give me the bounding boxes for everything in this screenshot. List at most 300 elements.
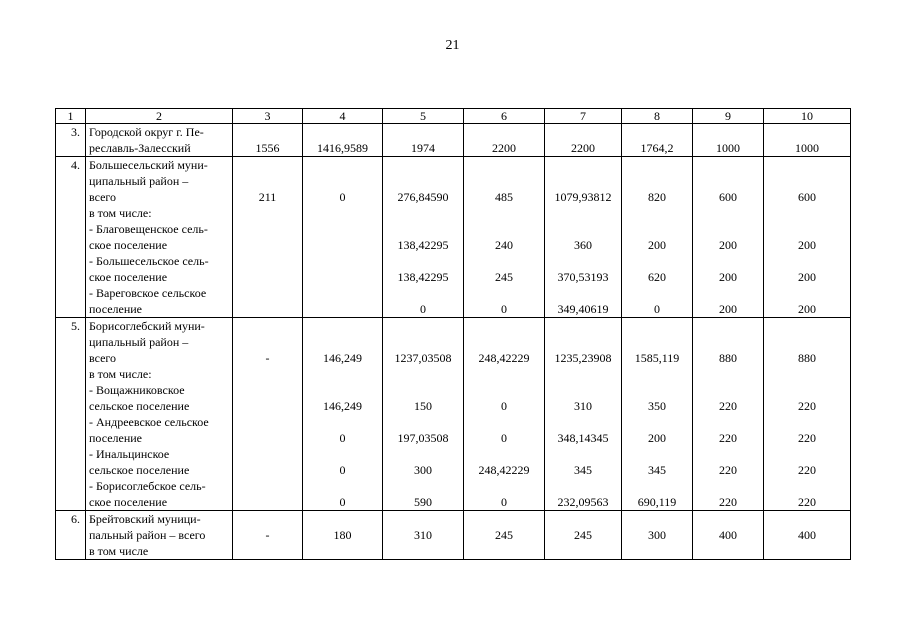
municipality-name-cell	[86, 124, 233, 157]
value-line	[464, 382, 544, 398]
name-line: Городской округ г. Пе-	[89, 125, 204, 139]
value-line	[545, 334, 621, 350]
value-line	[464, 221, 544, 237]
value-line	[764, 414, 850, 430]
value-line: 0	[501, 302, 507, 316]
value-cell-col-3	[233, 511, 303, 560]
value-line: 232,09563	[557, 495, 609, 509]
name-line: реславль-Залесский	[89, 141, 191, 155]
value-cell-col-9	[693, 318, 764, 511]
value-line	[764, 173, 850, 189]
value-line	[233, 398, 302, 414]
value-line	[383, 285, 463, 301]
name-line: всего	[89, 351, 117, 365]
value-line: 400	[798, 528, 816, 542]
value-line	[693, 366, 763, 382]
value-line	[764, 334, 850, 350]
table-row	[56, 511, 851, 560]
value-line	[383, 446, 463, 462]
value-line	[764, 511, 850, 527]
value-line: 0	[501, 495, 507, 509]
value-line: -	[265, 351, 270, 365]
value-cell-col-6	[464, 157, 545, 318]
value-line	[622, 318, 692, 334]
value-cell-col-7	[545, 157, 622, 318]
value-line	[464, 205, 544, 221]
value-line: 245	[495, 528, 513, 542]
column-number-7: 7	[545, 109, 622, 124]
value-line: 350	[648, 399, 666, 413]
value-line	[545, 366, 621, 382]
name-line: Большесельский муни-	[89, 158, 208, 172]
value-cell-col-4	[303, 318, 383, 511]
value-line	[233, 301, 302, 317]
value-line: 220	[798, 495, 816, 509]
value-cell-col-5	[383, 124, 464, 157]
value-line	[303, 237, 382, 253]
value-line: 300	[414, 463, 432, 477]
value-line	[464, 478, 544, 494]
value-line	[303, 446, 382, 462]
value-line	[764, 382, 850, 398]
value-line	[303, 157, 382, 173]
value-line: 1079,93812	[554, 190, 612, 204]
value-line: 200	[798, 238, 816, 252]
table-row	[56, 157, 851, 318]
value-line: 1237,03508	[394, 351, 452, 365]
value-line	[464, 543, 544, 559]
value-line: 200	[719, 270, 737, 284]
value-line	[693, 285, 763, 301]
value-line: 276,84590	[397, 190, 449, 204]
value-line	[764, 478, 850, 494]
value-cell-col-8	[622, 124, 693, 157]
value-line: 2200	[571, 141, 595, 155]
value-line: 220	[798, 431, 816, 445]
value-line	[693, 414, 763, 430]
value-cell-col-4	[303, 511, 383, 560]
value-line	[303, 366, 382, 382]
value-line	[464, 511, 544, 527]
name-line: - Вареговское сельское	[89, 286, 207, 300]
value-cell-col-5	[383, 318, 464, 511]
name-line: - Борисоглебское сель-	[89, 479, 206, 493]
value-line: 0	[654, 302, 660, 316]
value-line	[464, 318, 544, 334]
column-number-1: 1	[56, 109, 86, 124]
value-line	[764, 253, 850, 269]
value-line	[233, 478, 302, 494]
value-cell-col-10	[764, 124, 851, 157]
name-line: поселение	[89, 431, 143, 445]
value-line: 0	[339, 190, 346, 204]
row-number: 3.	[56, 124, 86, 157]
value-cell-col-4	[303, 124, 383, 157]
value-line	[383, 382, 463, 398]
value-line	[303, 124, 382, 140]
value-line	[693, 318, 763, 334]
value-line: 1556	[255, 141, 280, 155]
value-line	[233, 414, 302, 430]
value-line	[383, 205, 463, 221]
value-line	[693, 205, 763, 221]
name-line: ципальный район –	[89, 174, 189, 188]
value-line	[233, 543, 302, 559]
value-line: 138,42295	[397, 238, 449, 252]
table-row	[56, 124, 851, 157]
value-cell-col-3	[233, 157, 303, 318]
column-number-8: 8	[622, 109, 693, 124]
value-cell-col-7	[545, 511, 622, 560]
column-number-6: 6	[464, 109, 545, 124]
name-line: пальный район – всего	[89, 528, 206, 542]
value-line	[303, 334, 382, 350]
value-cell-col-3	[233, 318, 303, 511]
value-cell-col-9	[693, 511, 764, 560]
value-line	[622, 334, 692, 350]
value-line: 248,42229	[478, 463, 530, 477]
value-line: 820	[648, 190, 666, 204]
value-line	[303, 301, 382, 317]
value-line: 400	[719, 528, 737, 542]
value-line	[233, 318, 302, 334]
row-number: 4.	[56, 157, 86, 318]
value-line	[303, 205, 382, 221]
value-line: 220	[719, 399, 737, 413]
value-line	[303, 318, 382, 334]
value-cell-col-7	[545, 318, 622, 511]
value-line: 600	[798, 190, 816, 204]
value-line: 690,119	[637, 495, 677, 509]
name-line: - Вощажниковское	[89, 383, 185, 397]
municipality-name-cell	[86, 511, 233, 560]
value-line: 200	[798, 270, 816, 284]
value-line: 0	[501, 431, 507, 445]
value-line	[464, 414, 544, 430]
value-line	[545, 318, 621, 334]
value-line	[383, 511, 463, 527]
value-line	[545, 157, 621, 173]
municipality-name-cell	[86, 157, 233, 318]
value-line	[233, 285, 302, 301]
value-line	[303, 511, 382, 527]
value-line	[693, 221, 763, 237]
page-number: 21	[445, 38, 460, 53]
value-line	[545, 253, 621, 269]
value-line: 245	[495, 270, 513, 284]
value-line	[303, 173, 382, 189]
value-line	[383, 478, 463, 494]
value-line	[303, 221, 382, 237]
value-cell-col-6	[464, 511, 545, 560]
value-line: 620	[648, 270, 666, 284]
value-line	[233, 494, 302, 510]
value-line	[764, 318, 850, 334]
value-line: 240	[495, 238, 513, 252]
value-line	[545, 543, 621, 559]
value-line	[464, 124, 544, 140]
value-line: 1974	[411, 141, 435, 155]
value-line: 220	[719, 431, 737, 445]
column-number-10: 10	[764, 109, 851, 124]
value-line	[622, 221, 692, 237]
value-line	[303, 414, 382, 430]
value-line: 245	[574, 528, 592, 542]
name-line: поселение	[89, 302, 143, 316]
value-line	[622, 173, 692, 189]
row-number: 5.	[56, 318, 86, 511]
value-cell-col-4	[303, 157, 383, 318]
value-line: 1764,2	[640, 141, 674, 155]
value-line	[693, 173, 763, 189]
value-line	[233, 221, 302, 237]
value-line: 1416,9589	[317, 141, 368, 155]
value-line	[622, 382, 692, 398]
value-line	[764, 543, 850, 559]
column-number-4: 4	[303, 109, 383, 124]
value-line	[233, 237, 302, 253]
value-line	[622, 253, 692, 269]
value-line: 880	[719, 351, 737, 365]
value-line	[383, 318, 463, 334]
value-line: 200	[648, 238, 666, 252]
value-line: 200	[719, 302, 737, 316]
row-number: 6.	[56, 511, 86, 560]
value-line: 220	[719, 463, 737, 477]
value-line	[622, 543, 692, 559]
value-cell-col-8	[622, 157, 693, 318]
value-line	[693, 478, 763, 494]
value-line: 2200	[492, 141, 516, 155]
value-line	[545, 173, 621, 189]
name-line: сельское поселение	[89, 399, 190, 413]
column-number-row	[56, 109, 851, 124]
value-line	[233, 382, 302, 398]
value-line	[233, 124, 302, 140]
name-line: в том числе:	[89, 206, 152, 220]
value-line	[383, 414, 463, 430]
value-line	[622, 511, 692, 527]
value-line	[383, 124, 463, 140]
value-line	[693, 382, 763, 398]
value-line	[764, 285, 850, 301]
name-line: в том числе	[89, 544, 149, 558]
value-cell-col-10	[764, 511, 851, 560]
value-line	[622, 414, 692, 430]
value-line: 248,42229	[478, 351, 530, 365]
value-line	[464, 157, 544, 173]
value-line	[622, 446, 692, 462]
value-line: 1585,119	[634, 351, 680, 365]
value-line: 0	[339, 463, 346, 477]
value-cell-col-9	[693, 157, 764, 318]
table-row	[56, 318, 851, 511]
value-line: 0	[339, 495, 346, 509]
value-line	[693, 157, 763, 173]
name-line: сельское поселение	[89, 463, 190, 477]
value-line	[764, 366, 850, 382]
value-line	[233, 446, 302, 462]
value-line	[233, 430, 302, 446]
value-line	[383, 221, 463, 237]
value-line: 220	[798, 399, 816, 413]
value-line: 348,14345	[557, 431, 609, 445]
value-line	[545, 285, 621, 301]
name-line: ское поселение	[89, 270, 168, 284]
value-cell-col-10	[764, 157, 851, 318]
value-line: 310	[574, 399, 592, 413]
value-line	[464, 334, 544, 350]
value-cell-col-10	[764, 318, 851, 511]
value-line	[383, 366, 463, 382]
value-line	[464, 366, 544, 382]
value-line	[764, 157, 850, 173]
value-line: 200	[719, 238, 737, 252]
value-line	[233, 269, 302, 285]
name-line: ское поселение	[89, 495, 168, 509]
value-line: 1000	[795, 141, 819, 155]
value-cell-col-7	[545, 124, 622, 157]
column-number-5: 5	[383, 109, 464, 124]
value-line	[622, 366, 692, 382]
value-line	[233, 511, 302, 527]
table-body	[56, 109, 851, 560]
value-line	[622, 205, 692, 221]
value-line	[545, 124, 621, 140]
value-line: 1000	[716, 141, 740, 155]
value-line: 200	[798, 302, 816, 316]
value-line	[383, 334, 463, 350]
value-line	[764, 205, 850, 221]
column-number-9: 9	[693, 109, 764, 124]
value-line	[545, 511, 621, 527]
value-line	[545, 446, 621, 462]
name-line: - Андреевское сельское	[89, 415, 209, 429]
value-line: 200	[648, 431, 666, 445]
value-line: 146,249	[323, 399, 362, 413]
municipality-name-cell	[86, 318, 233, 511]
value-line	[545, 478, 621, 494]
value-line: 0	[339, 431, 346, 445]
name-line: всего	[89, 190, 117, 204]
value-line	[545, 205, 621, 221]
value-line	[233, 334, 302, 350]
value-line	[545, 382, 621, 398]
value-cell-col-9	[693, 124, 764, 157]
value-line	[383, 157, 463, 173]
name-line: Борисоглебский муни-	[89, 319, 205, 333]
value-line: 349,40619	[557, 302, 609, 316]
value-line	[464, 446, 544, 462]
value-line: 146,249	[323, 351, 362, 365]
value-line	[545, 414, 621, 430]
value-line	[693, 253, 763, 269]
value-line	[693, 543, 763, 559]
value-line	[303, 253, 382, 269]
value-line: 0	[501, 399, 507, 413]
value-line	[693, 511, 763, 527]
value-line	[464, 253, 544, 269]
value-line: 345	[648, 463, 666, 477]
name-line: в том числе:	[89, 367, 152, 381]
name-line: - Благовещенское сель-	[89, 222, 208, 236]
value-cell-col-3	[233, 124, 303, 157]
value-line: 485	[495, 190, 513, 204]
value-cell-col-6	[464, 124, 545, 157]
value-line	[303, 269, 382, 285]
value-line	[622, 124, 692, 140]
value-line: 211	[258, 190, 277, 204]
name-line: ское поселение	[89, 238, 168, 252]
value-line: 370,53193	[557, 270, 609, 284]
name-line: - Большесельское сель-	[89, 254, 209, 268]
value-cell-col-8	[622, 318, 693, 511]
value-line	[764, 446, 850, 462]
value-line	[693, 446, 763, 462]
value-line	[303, 382, 382, 398]
value-line	[233, 157, 302, 173]
value-line: 300	[648, 528, 666, 542]
value-line	[764, 221, 850, 237]
value-line	[303, 285, 382, 301]
value-line: 150	[414, 399, 432, 413]
value-line: -	[265, 528, 270, 542]
value-line	[233, 462, 302, 478]
value-cell-col-5	[383, 157, 464, 318]
value-line: 590	[414, 495, 432, 509]
value-line	[303, 543, 382, 559]
value-line: 138,42295	[397, 270, 449, 284]
value-line	[545, 221, 621, 237]
value-line	[622, 478, 692, 494]
name-line: ципальный район –	[89, 335, 189, 349]
name-line: Брейтовский муници-	[89, 512, 201, 526]
column-number-2: 2	[86, 109, 233, 124]
value-line	[622, 157, 692, 173]
value-line	[693, 334, 763, 350]
value-line	[383, 173, 463, 189]
value-line	[233, 366, 302, 382]
value-line: 345	[574, 463, 592, 477]
value-line	[383, 253, 463, 269]
value-line	[303, 478, 382, 494]
value-line	[383, 543, 463, 559]
value-line	[622, 285, 692, 301]
value-line: 180	[333, 528, 352, 542]
value-line	[464, 173, 544, 189]
value-line	[233, 205, 302, 221]
name-line: - Инальцинское	[89, 447, 170, 461]
column-number-3: 3	[233, 109, 303, 124]
budget-table	[55, 108, 851, 560]
value-line: 360	[574, 238, 592, 252]
value-line: 220	[798, 463, 816, 477]
value-line: 1235,23908	[554, 351, 612, 365]
value-cell-col-8	[622, 511, 693, 560]
value-line	[233, 253, 302, 269]
value-line	[693, 124, 763, 140]
value-line: 220	[719, 495, 737, 509]
value-line	[233, 173, 302, 189]
value-line: 0	[420, 302, 426, 316]
value-cell-col-5	[383, 511, 464, 560]
value-line: 197,03508	[397, 431, 449, 445]
value-line: 880	[798, 351, 816, 365]
value-line	[764, 124, 850, 140]
value-line: 310	[414, 528, 432, 542]
value-cell-col-6	[464, 318, 545, 511]
value-line: 600	[719, 190, 737, 204]
